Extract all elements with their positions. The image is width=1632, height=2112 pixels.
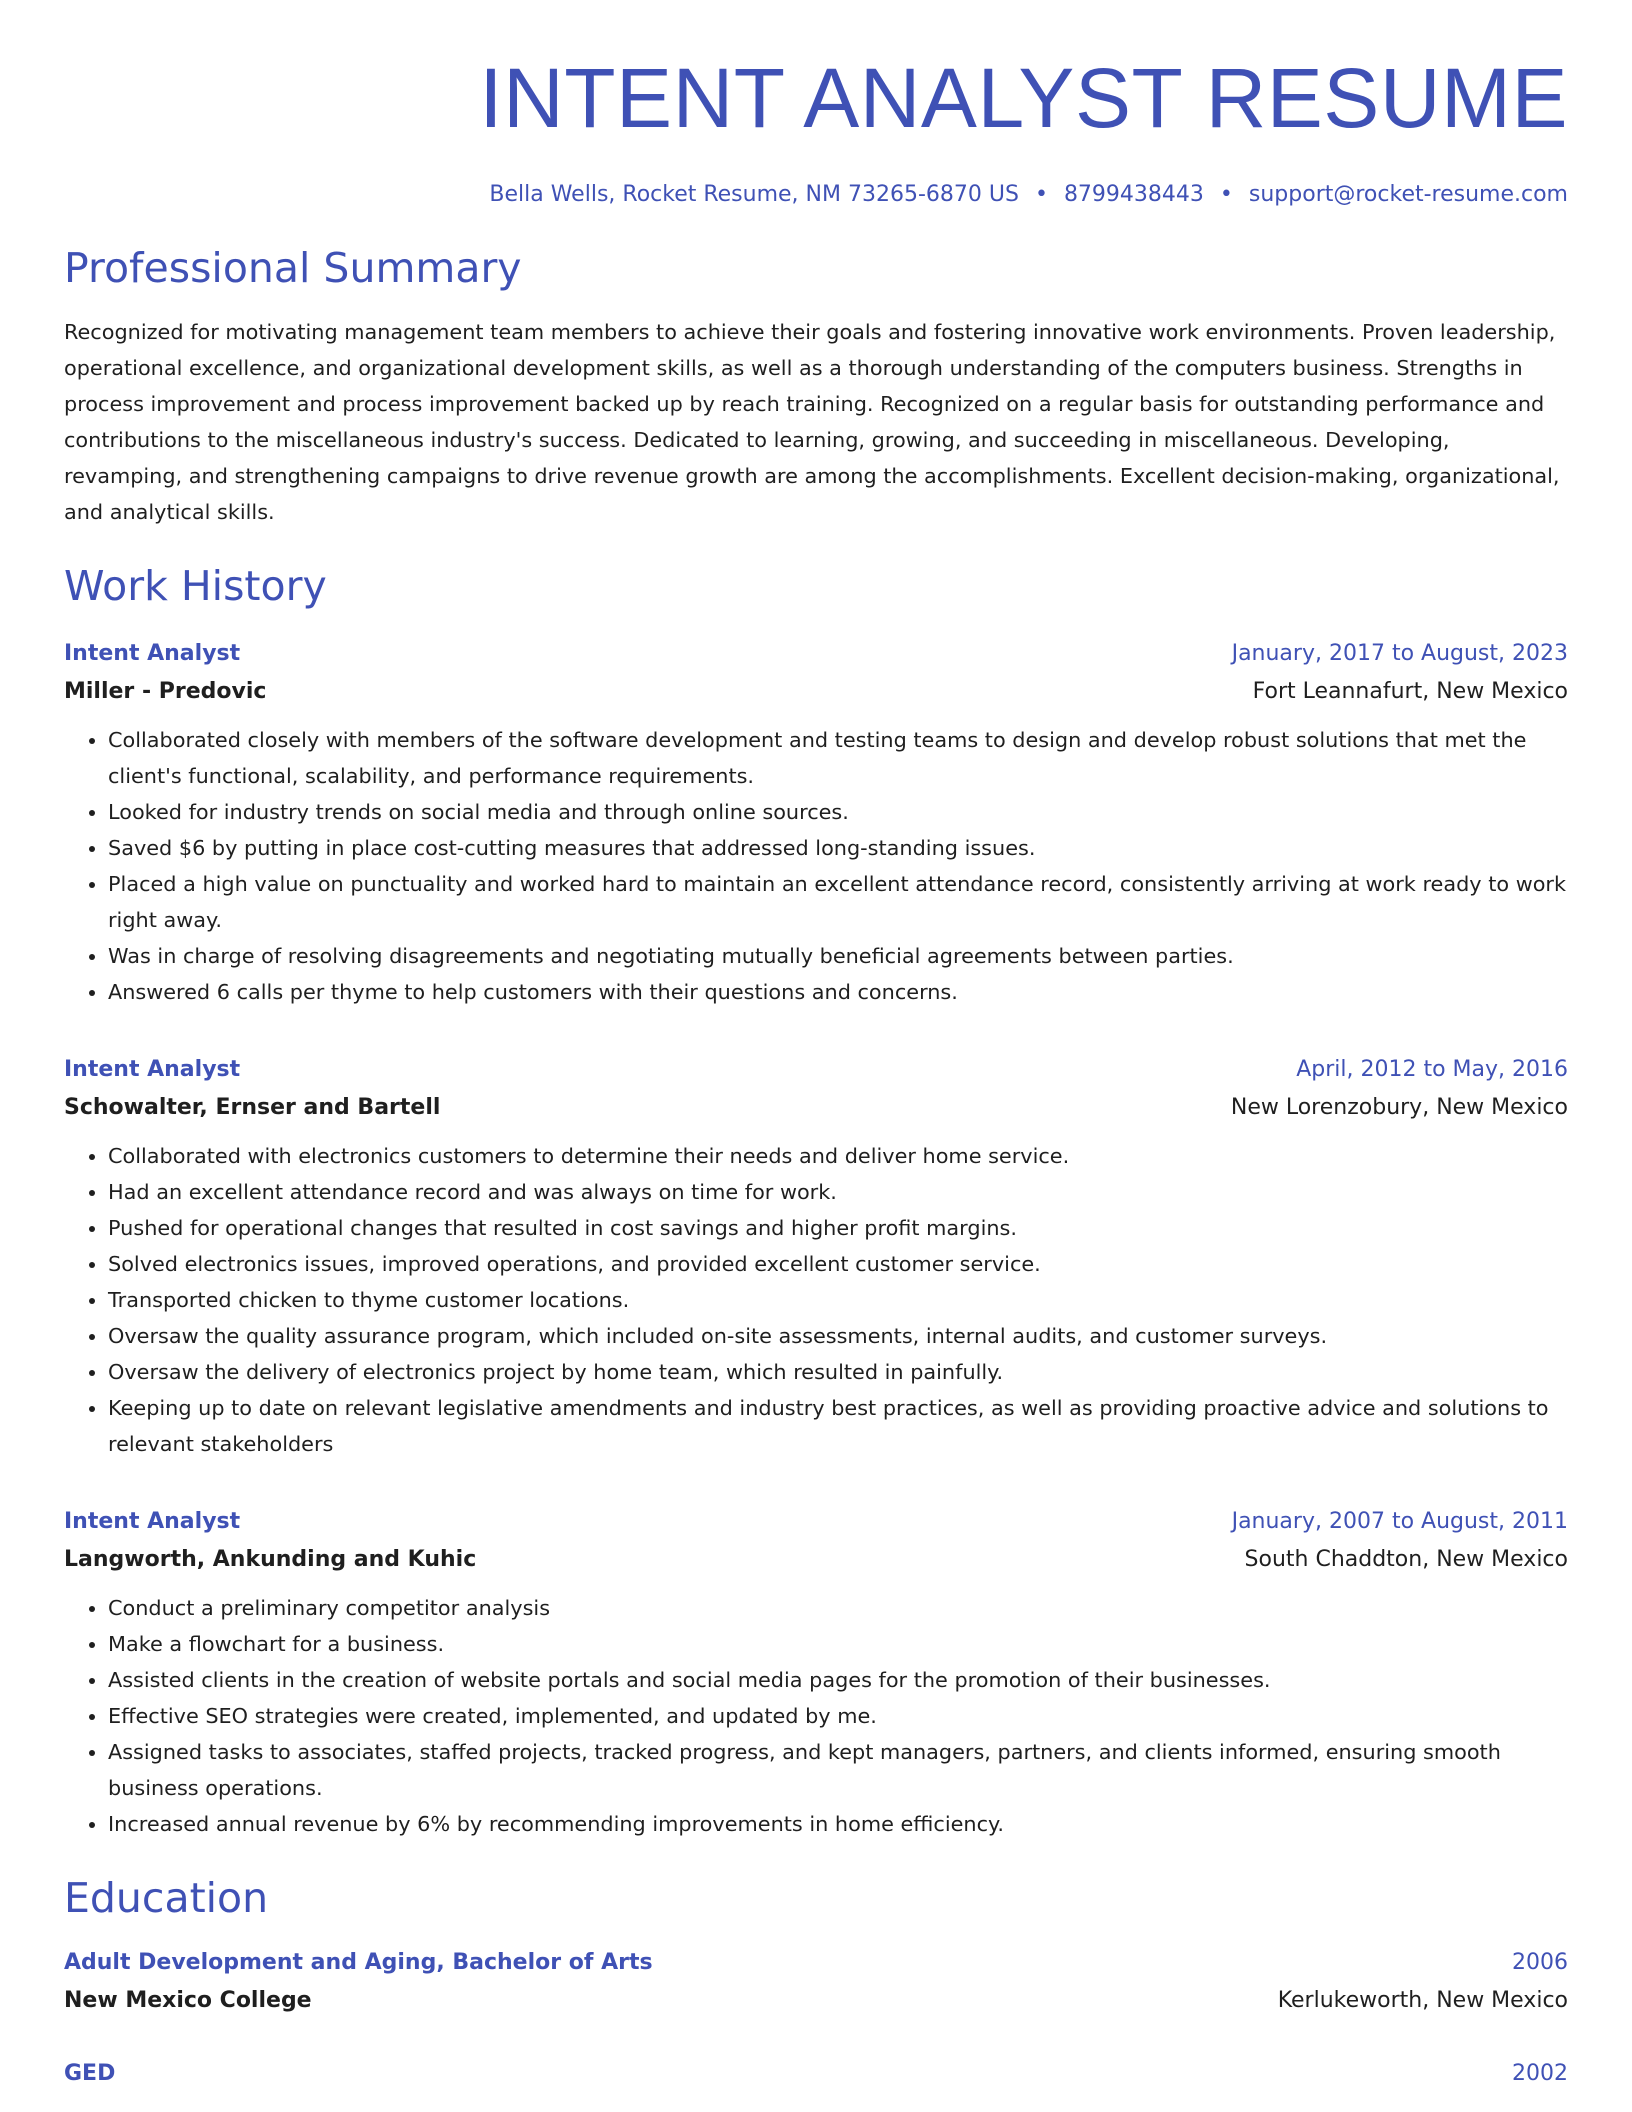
job-bullet: • Oversaw the delivery of electronics project by home team, which resulted in painfully. xyxy=(108,1354,1568,1390)
job-bullet: • Oversaw the quality assurance program, which included on-site assessments, internal audits, and customer surveys. xyxy=(108,1318,1568,1354)
job-bullet: • Effective SEO strategies were created, implemented, and updated by me. xyxy=(108,1698,1568,1734)
section-heading-education: Education xyxy=(64,1873,269,1922)
job-bullet: • Saved $6 by putting in place cost-cutting measures that addressed long-standing issues. xyxy=(108,830,1568,866)
job-location: South Chaddton, New Mexico xyxy=(1244,1546,1568,1572)
job-bullet: • Transported chicken to thyme customer locations. xyxy=(108,1282,1568,1318)
summary-paragraph: Recognized for motivating management team members to achieve their goals and fostering innovative work environments. Proven leadership, operational excellence, and organizational development skills, as well as a thorough understanding of the computers business. Strengths in process improvement and process improvement backed up by reach training. Recognized on a regular basis for outstanding performance and contributions to the miscellaneous industry's success. Dedicated to learning, growing, and succeeding in miscellaneous. Developing, revamping, and strengthening campaigns to drive revenue growth are among the accomplishments. Excellent decision-making, organizational, and analytical skills. xyxy=(64,320,1560,525)
job-bullet: • Answered 6 calls per thyme to help customers with their questions and concerns. xyxy=(108,974,1568,1010)
job-bullet: • Had an excellent attendance record and was always on time for work. xyxy=(108,1174,1568,1210)
section-heading-summary: Professional Summary xyxy=(64,244,522,293)
job-entry xyxy=(64,1504,1568,1842)
job-location: Fort Leannafurt, New Mexico xyxy=(1252,678,1568,704)
job-bullet: • Conduct a preliminary competitor analysis xyxy=(108,1590,1568,1626)
education-year: 2006 xyxy=(1512,1949,1568,1975)
job-bullet: • Was in charge of resolving disagreements and negotiating mutually beneficial agreements between parties. xyxy=(108,938,1568,974)
job-dates: January, 2007 to August, 2011 xyxy=(1231,1508,1568,1534)
education-entry xyxy=(64,1945,1568,2021)
education-degree: GED xyxy=(64,2060,116,2086)
job-entry xyxy=(64,636,1568,1010)
section-heading-work-history: Work History xyxy=(64,562,327,611)
resume-title: INTENT ANALYST RESUME xyxy=(479,51,1568,145)
job-title-row xyxy=(64,636,1568,672)
contact-separator: • xyxy=(1034,182,1048,207)
contact-info xyxy=(64,182,1568,208)
job-title: Intent Analyst xyxy=(64,640,241,666)
job-title: Intent Analyst xyxy=(64,1508,241,1534)
education-year: 2002 xyxy=(1512,2060,1568,2086)
job-bullet: • Collaborated closely with members of the software development and testing teams to design and develop robust solutions that met the client's functional, scalability, and performance requirements. xyxy=(108,722,1568,794)
job-company-row xyxy=(64,1088,1568,1128)
job-bullet-list xyxy=(64,1138,1568,1462)
job-bullet: • Assigned tasks to associates, staffed projects, tracked progress, and kept managers, partners, and clients informed, ensuring smooth business operations. xyxy=(108,1734,1568,1806)
job-location: New Lorenzobury, New Mexico xyxy=(1230,1094,1568,1120)
education-degree: Adult Development and Aging, Bachelor of Arts xyxy=(64,1949,653,1975)
job-bullet-list xyxy=(64,1590,1568,1842)
contact-email: support@rocket-resume.com xyxy=(1248,182,1568,207)
resume-header xyxy=(64,51,1568,208)
job-bullet: • Make a flowchart for a business. xyxy=(108,1626,1568,1662)
job-bullet: • Looked for industry trends on social media and through online sources. xyxy=(108,794,1568,830)
job-title: Intent Analyst xyxy=(64,1056,241,1082)
job-title-row xyxy=(64,1052,1568,1088)
job-bullet: • Increased annual revenue by 6% by recommending improvements in home efficiency. xyxy=(108,1806,1568,1842)
education-degree-row xyxy=(64,2056,1568,2092)
job-bullet: • Placed a high value on punctuality and worked hard to maintain an excellent attendance record, consistently arriving at work ready to work right away. xyxy=(108,866,1568,938)
job-company: Miller - Predovic xyxy=(64,678,267,704)
job-bullet-list xyxy=(64,722,1568,1010)
job-bullet: • Assisted clients in the creation of website portals and social media pages for the promotion of their businesses. xyxy=(108,1662,1568,1698)
work-history-section xyxy=(64,564,1568,1841)
job-dates: April, 2012 to May, 2016 xyxy=(1296,1056,1568,1082)
education-school-row xyxy=(64,1981,1568,2021)
job-bullet: • Pushed for operational changes that resulted in cost savings and higher profit margins. xyxy=(108,1210,1568,1246)
job-company-row xyxy=(64,672,1568,712)
education-entry xyxy=(64,2056,1568,2092)
job-title-row xyxy=(64,1504,1568,1540)
education-degree-row xyxy=(64,1945,1568,1981)
job-company: Langworth, Ankunding and Kuhic xyxy=(64,1546,477,1572)
professional-summary-section xyxy=(64,246,1568,530)
education-section xyxy=(64,1873,1568,2092)
job-bullet: • Keeping up to date on relevant legislative amendments and industry best practices, as well as providing proactive advice and solutions to relevant stakeholders xyxy=(108,1390,1568,1462)
contact-phone: 8799438443 xyxy=(1063,182,1204,207)
contact-separator: • xyxy=(1219,182,1233,207)
education-school: New Mexico College xyxy=(64,1987,312,2013)
job-company-row xyxy=(64,1540,1568,1580)
job-dates: January, 2017 to August, 2023 xyxy=(1231,640,1568,666)
job-company: Schowalter, Ernser and Bartell xyxy=(64,1094,441,1120)
contact-address: Bella Wells, Rocket Resume, NM 73265-6870 US xyxy=(489,182,1019,207)
job-bullet: • Solved electronics issues, improved operations, and provided excellent customer service. xyxy=(108,1246,1568,1282)
job-bullet: • Collaborated with electronics customers to determine their needs and deliver home service. xyxy=(108,1138,1568,1174)
education-location: Kerlukeworth, New Mexico xyxy=(1277,1987,1568,2013)
job-entry xyxy=(64,1052,1568,1462)
